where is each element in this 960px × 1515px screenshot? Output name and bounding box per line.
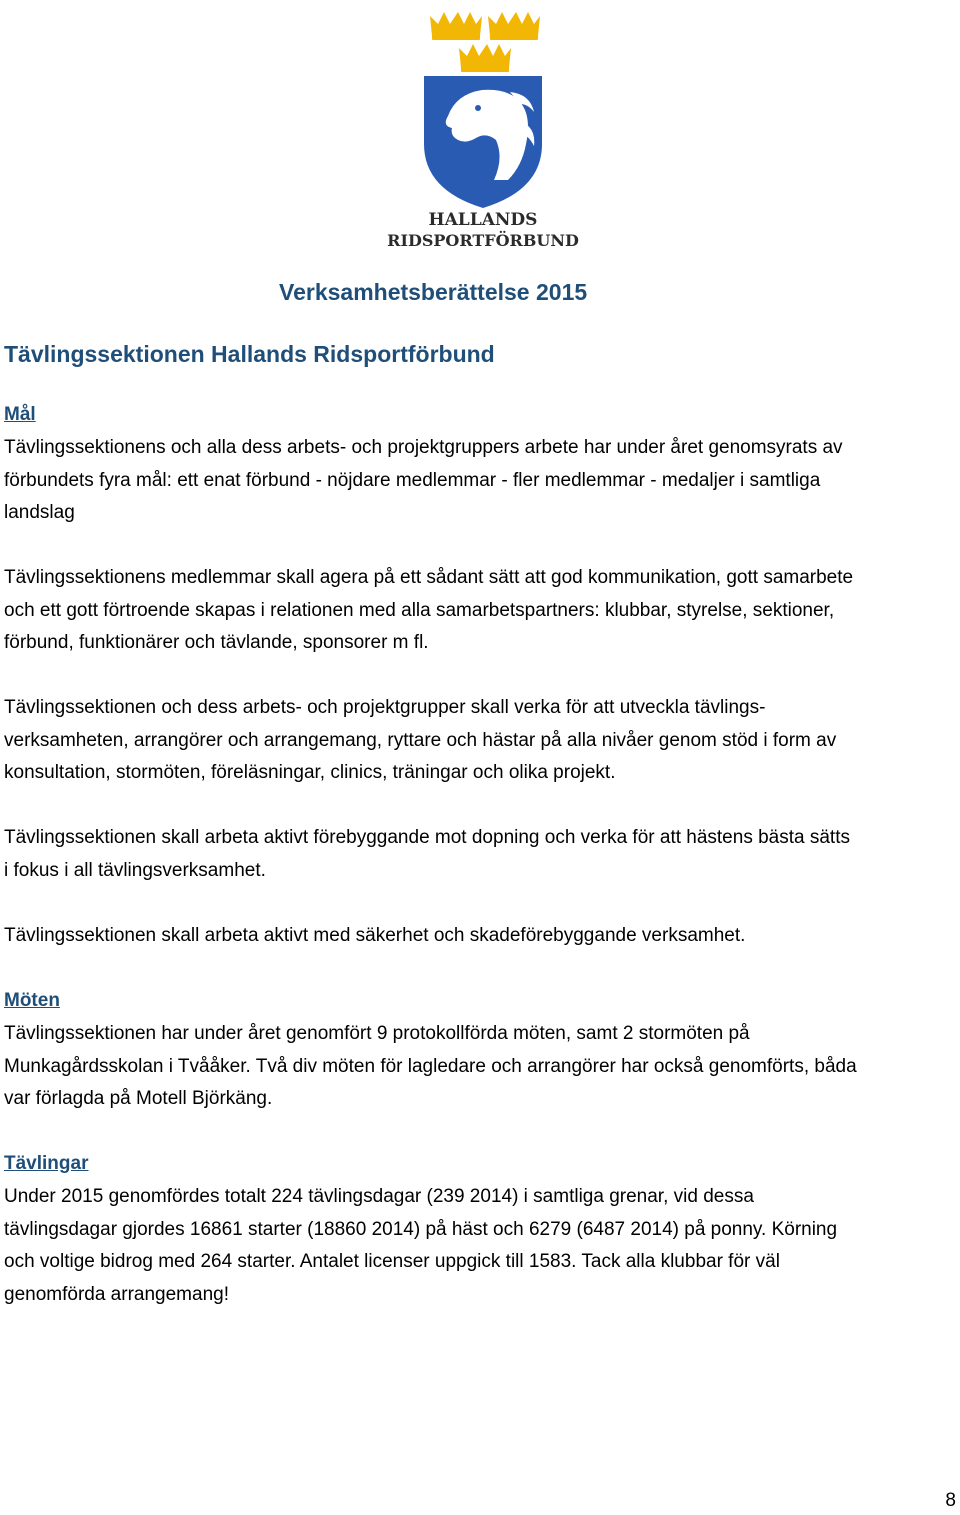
paragraph-moten-1 xyxy=(4,1018,960,1116)
paragraph-mal-4 xyxy=(4,822,960,887)
text-line: i fokus i all tävlingsverksamhet. xyxy=(4,859,266,881)
page-number: 8 xyxy=(945,1490,956,1511)
paragraph-mal-2 xyxy=(4,562,960,660)
text-line: Tävlingssektionens och alla dess arbets- och projektgruppers arbete har under året genomsyrats av xyxy=(4,437,843,458)
text-line: verksamheten, arrangörer och arrangemang, ryttare och hästar på alla nivåer genom stöd i form av xyxy=(4,729,837,751)
paragraph-mal-3 xyxy=(4,692,960,790)
section-title: Tävlingssektionen Hallands Ridsportförbund xyxy=(4,341,495,367)
text-line: Munkagårdsskolan i Tvååker. Två div möten för lagledare och arrangörer har också genomförts, båda xyxy=(4,1055,857,1077)
heading-mal: Mål xyxy=(4,404,36,425)
text-line: Tävlingssektionen skall arbeta aktivt förebyggande mot dopning och verka för att hästens bästa sätts xyxy=(4,827,850,848)
paragraph-tavlingar-1 xyxy=(4,1181,960,1311)
paragraph-mal-1 xyxy=(4,432,960,530)
logo-text-line1: HALLANDS xyxy=(428,210,538,230)
text-line: och ett gott förtroende skapas i relationen med alla samarbetspartners: klubbar, styrelse, sektioner, xyxy=(4,599,835,621)
text-line: Tävlingssektionens medlemmar skall agera på ett sådant sätt att god kommunikation, gott samarbete xyxy=(4,567,854,588)
text-line: Under 2015 genomfördes totalt 224 tävlingsdagar (239 2014) i samtliga grenar, vid dessa xyxy=(4,1186,754,1207)
text-line: tävlingsdagar gjordes 16861 starter (18860 2014) på häst och 6279 (6487 2014) på ponny. Körning xyxy=(4,1218,838,1240)
text-line: Tävlingssektionen skall arbeta aktivt med säkerhet och skadeförebyggande verksamhet. xyxy=(4,925,746,946)
text-line: landslag xyxy=(4,502,75,523)
text-line: förbund, funktionärer och tävlande, sponsorer m fl. xyxy=(4,632,429,653)
text-line: förbundets fyra mål: ett enat förbund - nöjdare medlemmar - fler medlemmar - medaljer i samtliga xyxy=(4,469,821,491)
text-line: Tävlingssektionen har under året genomfört 9 protokollförda möten, samt 2 stormöten på xyxy=(4,1023,750,1044)
logo-text-line2: RIDSPORTFÖRBUND xyxy=(387,231,579,250)
crown-icon xyxy=(430,12,482,40)
crown-icon xyxy=(488,12,540,40)
text-line: var förlagda på Motell Björkäng. xyxy=(4,1088,273,1109)
text-line: konsultation, stormöten, föreläsningar, clinics, träningar och olika projekt. xyxy=(4,762,616,783)
document-title: Verksamhetsberättelse 2015 xyxy=(279,279,588,305)
hallands-ridsportforbund-logo xyxy=(370,4,596,250)
text-line: genomförda arrangemang! xyxy=(4,1283,229,1305)
text-line: och voltige bidrog med 264 starter. Antalet licenser uppgick till 1583. Tack alla klubbar för väl xyxy=(4,1251,780,1272)
text-line: Tävlingssektionen och dess arbets- och projektgrupper skall verka för att utveckla tävlings- xyxy=(4,697,766,718)
paragraph-mal-5 xyxy=(4,920,960,953)
heading-tavlingar: Tävlingar xyxy=(4,1153,89,1174)
crown-icon xyxy=(459,44,511,72)
heading-moten: Möten xyxy=(4,990,60,1011)
